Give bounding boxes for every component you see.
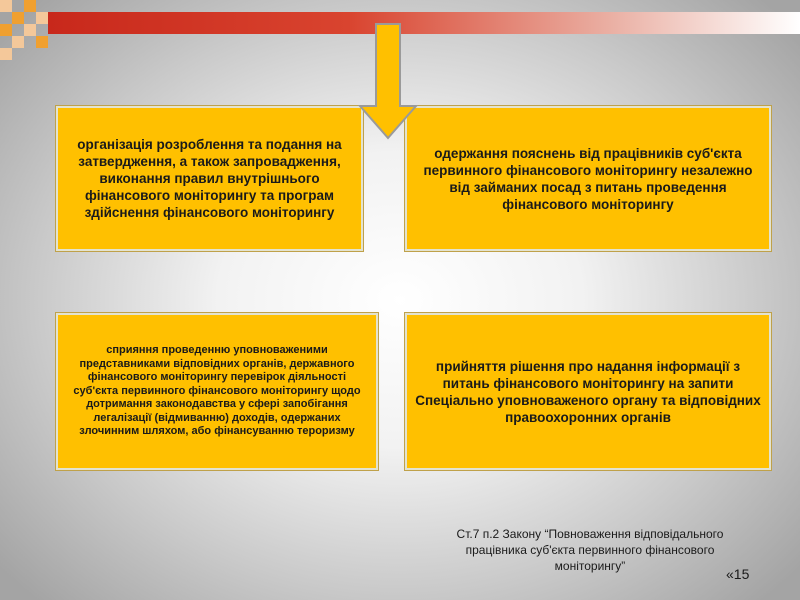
responsibility-box-explanations (405, 106, 771, 251)
responsibility-text: одержання пояснень від працівників суб'єкта первинного фінансового моніторингу незалежно від займаних посад з питань проведення фінансового моніторингу (423, 145, 753, 212)
down-arrow-icon (358, 22, 418, 140)
top-decoration-bar (48, 12, 800, 34)
responsibility-text: сприяння проведенню уповноваженими представниками відповідних органів, державного фінансового моніторингу перевірок діяльності суб'єкта первинного фінансового моніторингу щодо дотримання законодавства у сфері запобігання легалізації (відмиванню) доходів, одержаних злочинним шляхом, або фінансуванню тероризму (73, 344, 361, 438)
responsibility-box-inspections (56, 313, 378, 470)
responsibility-box-information (405, 313, 771, 470)
responsibility-text: прийняття рішення про надання інформації з питань фінансового моніторингу на запити Спеціально уповноваженого органу та відповідних правоохоронних органів (415, 358, 761, 425)
responsibility-box-organization (56, 106, 363, 251)
responsibility-text: організація розроблення та подання на затвердження, а також запровадження, виконання правил внутрішнього фінансового моніторингу та програм здійснення фінансового моніторингу (77, 137, 342, 220)
page-number: «15 (726, 566, 750, 582)
law-citation: Ст.7 п.2 Закону “Повноваження відповідального працівника суб'єкта первинного фінансового моніторингу” (456, 527, 724, 573)
